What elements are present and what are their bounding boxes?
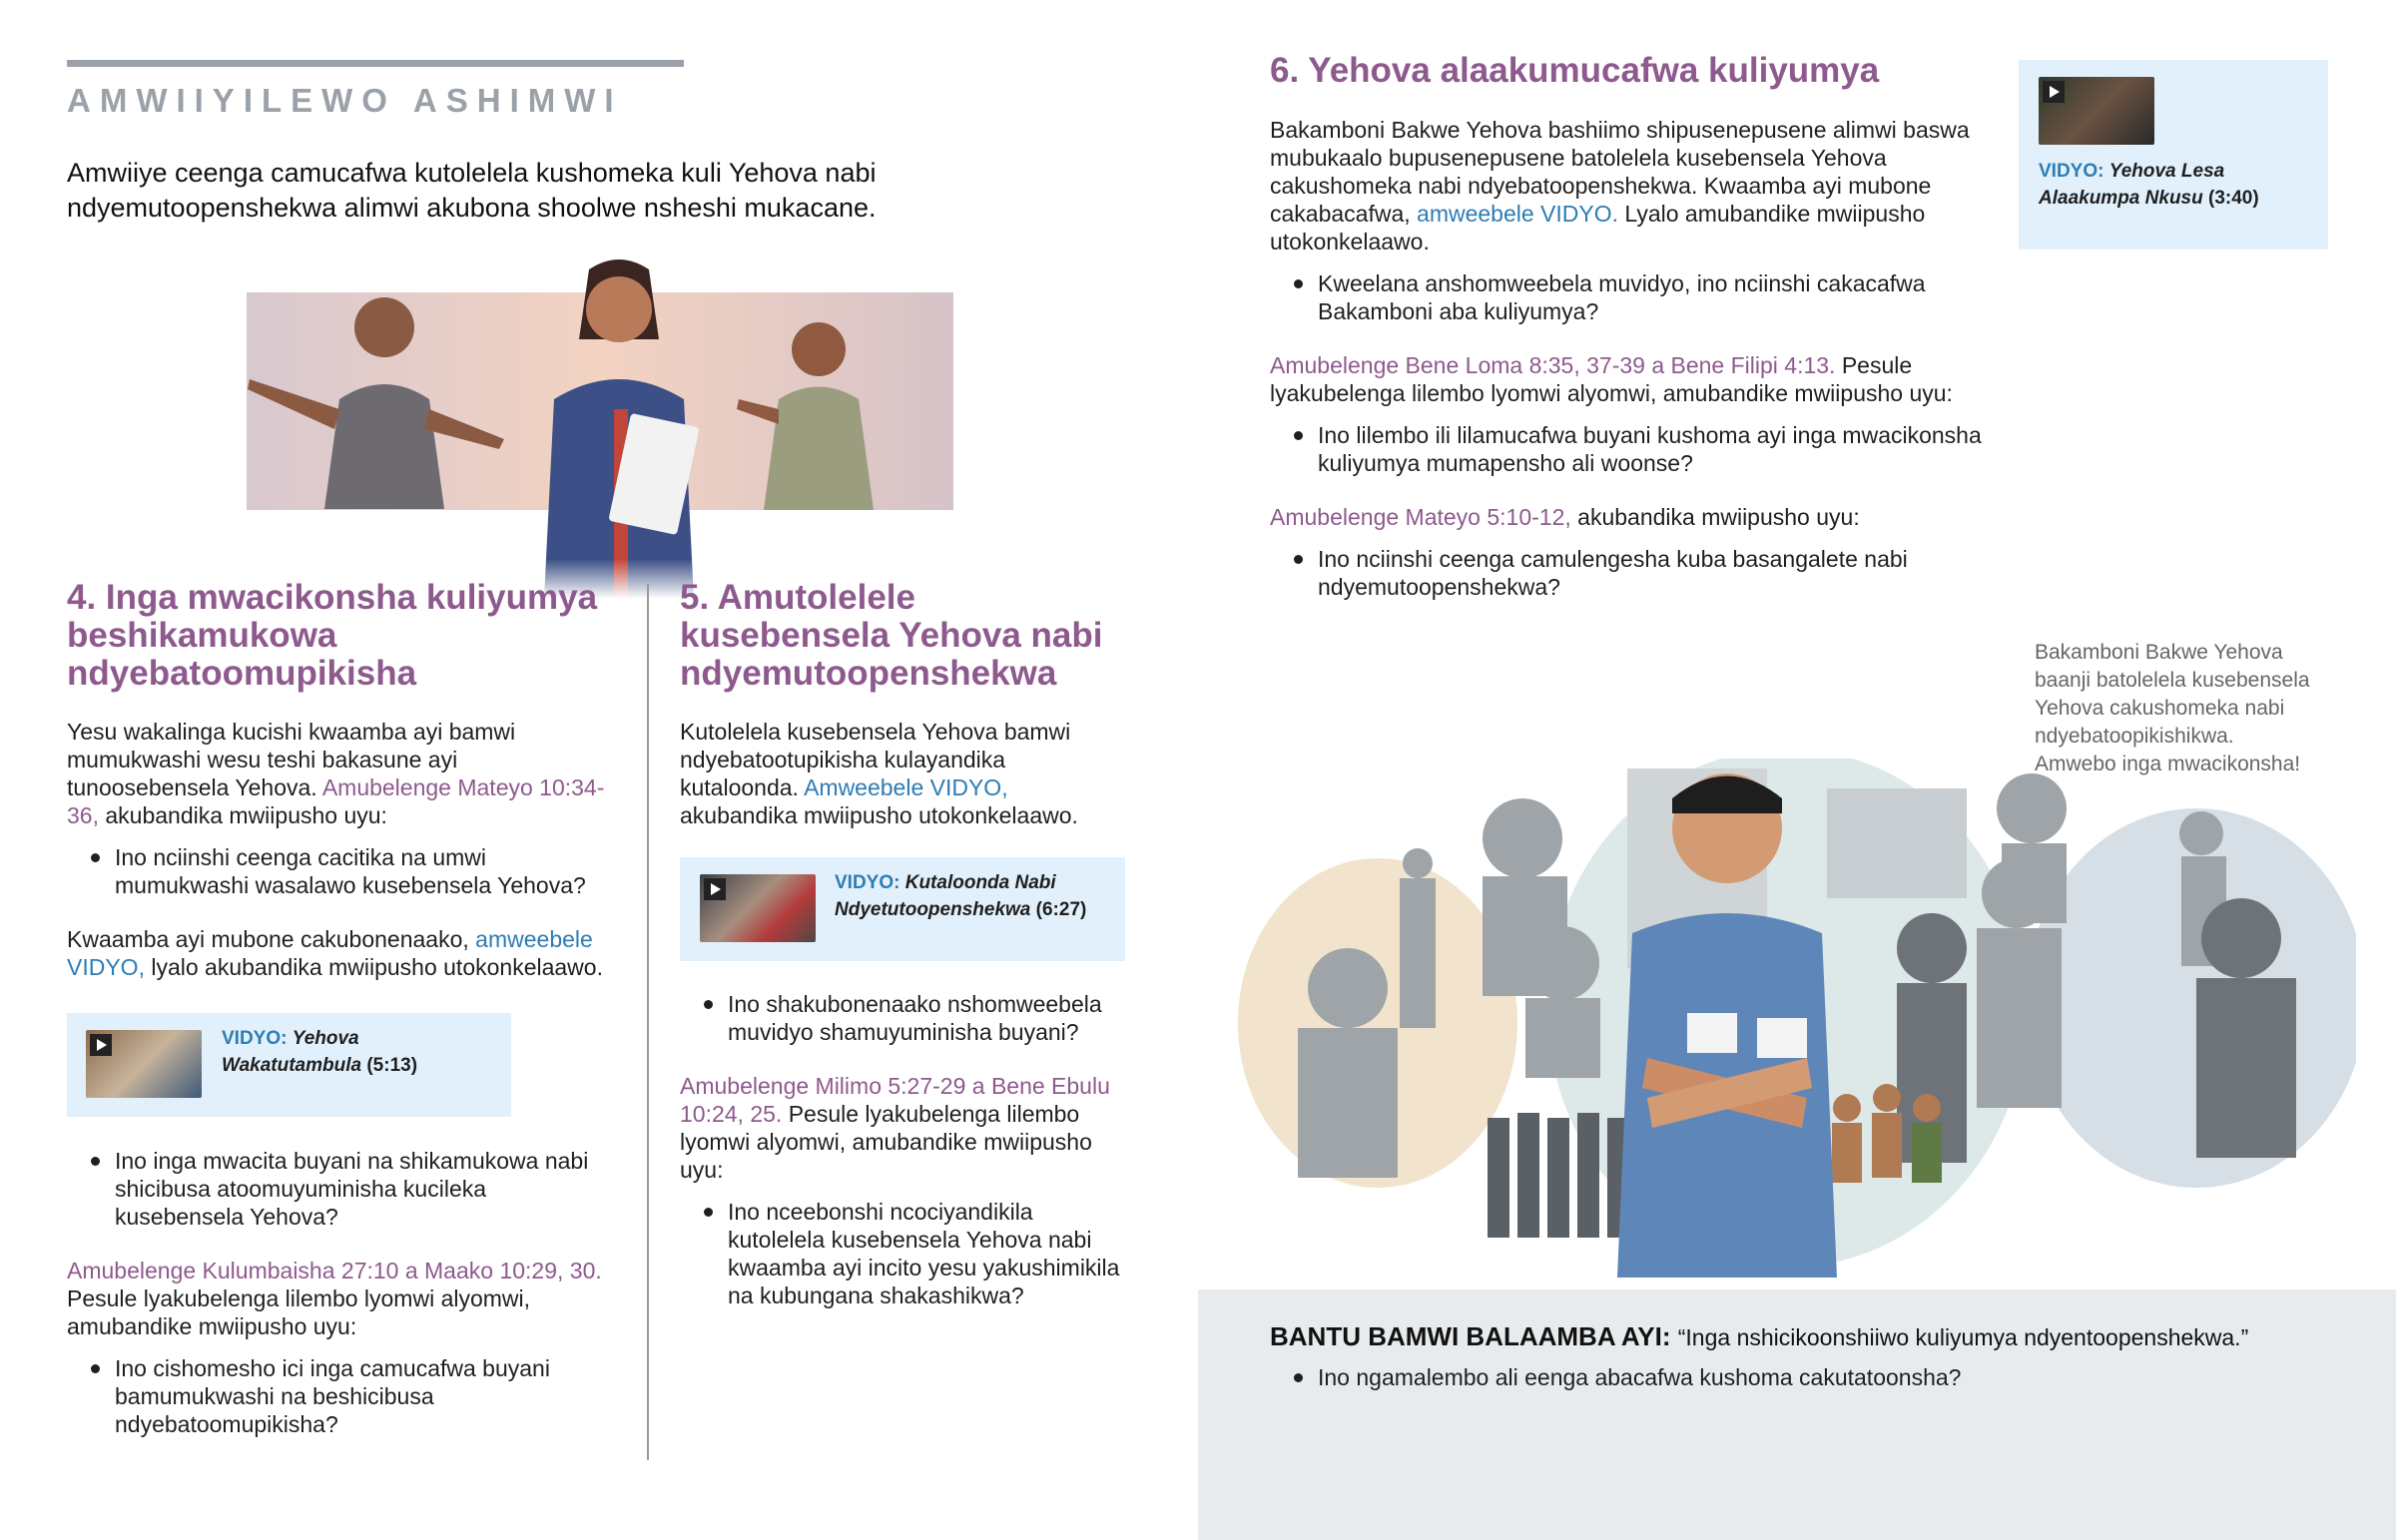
text: Kutolelela kusebensela Yehova bamwi ndyebatootupikisha kulayandika kutaloonda. [680, 719, 1071, 800]
objection-quote: “Inga nshicikoonshiiwo kuliyumya ndyentoopenshekwa.” [1677, 1324, 2249, 1350]
video-duration: (5:13) [366, 1055, 418, 1076]
illustration-caption [2035, 639, 2334, 778]
caption-line: ndyebatoopikishikwa. [2035, 725, 2234, 748]
text: akubandika mwiipusho uyu: [105, 802, 387, 828]
scripture-link[interactable]: Amubelenge Kulumbaisha 27:10 a Maako 10:29, 30. [67, 1258, 602, 1283]
heading-line: beshikamukowa [67, 616, 337, 655]
heading-line: 5. Amutolelele [680, 578, 915, 617]
section-6-heading: 6. Yehova alaakumucafwa kuliyumya [1270, 51, 1880, 90]
question-item: Ino shakubonenaako nshomweebela muvidyo shamuyuminisha buyani? [680, 990, 1129, 1046]
scripture-link[interactable]: Amubelenge Milimo 5:27-29 a Bene Ebulu 10:24, 25. [680, 1073, 1110, 1127]
paragraph [67, 1257, 621, 1340]
section-title: AMWIIYILEWO ASHIMWI [67, 82, 623, 119]
text: Kwaamba ayi mubone cakubonenaako, [67, 926, 469, 952]
paragraph [1270, 503, 1989, 531]
video-link[interactable]: amweebele VIDYO, [67, 926, 593, 980]
family-illustration [220, 250, 978, 599]
video-box-5[interactable] [680, 857, 1125, 961]
video-box-4[interactable] [67, 1013, 511, 1117]
objection-text [1270, 1319, 2348, 1354]
heading-line: ndyemutoopenshekwa [680, 654, 1057, 693]
video-box-6[interactable] [2019, 60, 2328, 250]
paragraph [680, 718, 1129, 829]
witnesses-illustration [1228, 759, 2356, 1278]
caption-line: Bakamboni Bakwe Yehova [2035, 641, 2283, 664]
section-4-continued [67, 1147, 621, 1438]
question-list [680, 990, 1129, 1046]
question-item: Ino lilembo ili lilamucafwa buyani kushoma ayi inga mwacikonsha kuliyumya mumapensho ali woonse? [1270, 421, 1989, 477]
text: Pesule lyakubelenga lilembo lyomwi alyomwi, amubandike mwiipusho uyu: [67, 1285, 531, 1339]
caption-line: Amwebo inga mwacikonsha! [2035, 753, 2301, 775]
section-5-heading [680, 579, 1129, 693]
caption-line: Yehova cakushomeka nabi [2035, 697, 2285, 720]
scripture-link[interactable]: Amubelenge Mateyo 5:10-12, [1270, 504, 1571, 530]
paragraph [67, 718, 621, 829]
video-title: Yehova Wakatutambula [222, 1028, 362, 1076]
question-list [1270, 545, 1989, 601]
text: akubandika mwiipusho utokonkelaawo. [680, 802, 1078, 828]
question-list [680, 1198, 1129, 1309]
video-tag: VIDYO: [835, 872, 900, 893]
video-link[interactable]: Amweebele VIDYO, [804, 774, 1008, 800]
video-tag: VIDYO: [2039, 161, 2104, 182]
scripture-link[interactable]: Amubelenge Bene Loma 8:35, 37-39 a Bene Filipi 4:13. [1270, 352, 1836, 378]
video-link[interactable]: amweebele VIDYO. [1417, 201, 1619, 227]
video-label[interactable] [2039, 158, 2318, 212]
video-duration: (6:27) [1035, 899, 1087, 920]
objection-label: BANTU BAMWI BALAAMBA AYI: [1270, 1321, 1671, 1351]
question-item: Ino cishomesho ici inga camucafwa buyani bamumukwashi na beshicibusa ndyebatoomupikisha? [67, 1354, 621, 1438]
question-list [1270, 421, 1989, 477]
question-list [67, 843, 621, 899]
section-5-continued [680, 990, 1129, 1309]
text: Pesule lyakubelenga lilembo lyomwi alyomwi, amubandike mwiipusho uyu: [1270, 352, 1953, 406]
video-label[interactable] [222, 1025, 501, 1079]
text: akubandika mwiipusho uyu: [1577, 504, 1860, 530]
scripture-link[interactable]: Amubelenge Mateyo 10:34-36, [67, 774, 605, 828]
question-item: Ino inga mwacita buyani na shikamukowa nabi shicibusa atoomuyuminisha kucileka kusebensela Yehova? [67, 1147, 621, 1231]
text: Lyalo amubandike mwiipusho utokonkelaawo. [1270, 201, 1926, 255]
heading-line: ndyebatoomupikisha [67, 654, 417, 693]
text: Pesule lyakubelenga lilembo lyomwi alyomwi, amubandike mwiipusho uyu: [680, 1101, 1092, 1183]
heading-line: kusebensela Yehova nabi [680, 616, 1103, 655]
paragraph [680, 1072, 1129, 1184]
question-item: Ino nciinshi ceenga camulengesha kuba basangalete nabi ndyemutoopenshekwa? [1270, 545, 1989, 601]
question-list [67, 1147, 621, 1231]
play-icon[interactable] [704, 878, 726, 900]
section-4 [67, 579, 621, 981]
paragraph [1270, 116, 1989, 256]
paragraph [67, 925, 621, 981]
intro-text: Amwiiye ceenga camucafwa kutolelela kushomeka kuli Yehova nabi ndyemutoopenshekwa alimwi akubona shoolwe nsheshi mukacane. [67, 158, 877, 223]
question-list [1270, 269, 1989, 325]
question-item: Ino nciinshi ceenga cacitika na umwi mumukwashi wasalawo kusebensela Yehova? [67, 843, 621, 899]
question-item: Ino nceebonshi ncociyandikila kutolelela kusebensela Yehova nabi kwaamba ayi incito yesu yakushimikila na kubungana shakashikwa? [680, 1198, 1129, 1309]
video-title: Kutaloonda Nabi Ndyetutoopenshekwa [835, 872, 1056, 920]
question-item: Ino ngamalembo ali eenga abacafwa kushoma cakutatoonsha? [1270, 1363, 2348, 1391]
video-thumbnail[interactable] [86, 1030, 202, 1098]
question-list [1270, 1363, 2348, 1391]
text: lyalo akubandika mwiipusho utokonkelaawo. [151, 954, 603, 980]
paragraph [1270, 351, 1989, 407]
section-5 [680, 579, 1129, 829]
play-icon[interactable] [90, 1034, 112, 1056]
video-thumbnail[interactable] [2039, 77, 2154, 145]
video-thumbnail[interactable] [700, 874, 816, 942]
text: Bakamboni Bakwe Yehova bashiimo shipusenepusene alimwi baswa mubukaalo bupusenepusene batolelela kusebensela Yehova cakushomeka nabi ndyebatoopenshekwa. Kwaamba ayi mubone cakabacafwa, [1270, 117, 1970, 227]
section-4-heading [67, 579, 621, 693]
section-6 [1270, 52, 1989, 601]
caption-line: baanji batolelela kusebensela [2035, 669, 2310, 692]
video-tag: VIDYO: [222, 1028, 288, 1049]
column-divider [647, 584, 649, 1460]
question-list [67, 1354, 621, 1438]
video-duration: (3:40) [2208, 188, 2259, 209]
objection-box [1198, 1289, 2396, 1540]
video-label[interactable] [835, 869, 1119, 923]
header-rule [67, 60, 684, 67]
question-item: Kweelana anshomweebela muvidyo, ino nciinshi cakacafwa Bakamboni aba kuliyumya? [1270, 269, 1989, 325]
play-icon[interactable] [2043, 81, 2065, 103]
text: Yesu wakalinga kucishi kwaamba ayi bamwi mumukwashi wesu teshi bakasune ayi tunoosebensela Yehova. [67, 719, 516, 800]
video-title: Yehova Lesa Alaakumpa Nkusu [2039, 161, 2225, 209]
heading-line: 4. Inga mwacikonsha kuliyumya [67, 578, 598, 617]
